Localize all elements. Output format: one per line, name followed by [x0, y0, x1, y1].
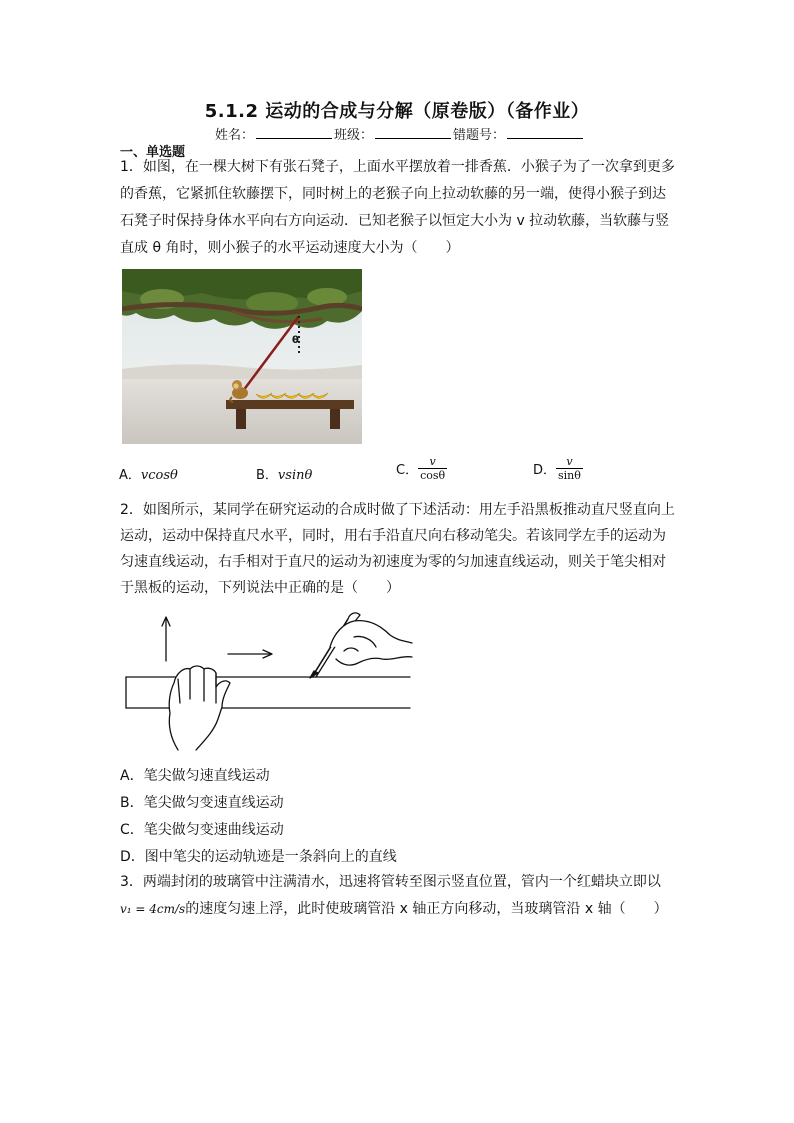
q2-option-a[interactable]: A．笔尖做匀速直线运动	[120, 768, 270, 784]
q2-figure	[122, 607, 414, 752]
name-blank[interactable]	[256, 127, 332, 139]
q1-option-d[interactable]	[533, 455, 583, 482]
q1-option-c-numerator: v	[429, 455, 436, 468]
q2-option-c[interactable]: C．笔尖做匀变速曲线运动	[120, 822, 284, 838]
name-label: 姓名：	[215, 128, 255, 143]
q2-option-b[interactable]: B．笔尖做匀变速直线运动	[120, 795, 284, 811]
q1-option-a-label: A．	[119, 468, 141, 483]
theta-label: θ	[292, 335, 299, 346]
q1-option-b[interactable]	[256, 464, 312, 483]
q1-option-d-label: D．	[533, 463, 557, 478]
error-blank[interactable]	[507, 127, 583, 139]
q2-line-2: 运动，运动中保持直尺水平，同时，用右手沿直尺向右移动笔尖。若该同学左手的运动为	[120, 528, 666, 544]
q3-line-1: 3．两端封闭的玻璃管中注满清水，迅速将管转至图示竖直位置，管内一个红蜡块立即以	[120, 874, 661, 890]
q3-line-2	[120, 899, 668, 919]
q2-line-4: 于黑板的运动，下列说法中正确的是（ ）	[120, 580, 400, 596]
q1-line-1: 1．如图，在一棵大树下有张石凳子，上面水平摆放着一排香蕉．小猴子为了一次拿到更多	[120, 159, 675, 175]
q1-option-c-fraction	[418, 455, 447, 482]
q1-option-a[interactable]	[119, 464, 178, 483]
page-title: 5.1.2 运动的合成与分解（原卷版）（备作业）	[204, 101, 590, 122]
q1-line-4: 直成 θ 角时，则小猴子的水平运动速度大小为（ ）	[120, 240, 460, 256]
q1-option-c-label: C．	[396, 463, 419, 478]
q1-line-2: 的香蕉，它紧抓住软藤摆下，同时树上的老猴子向上拉动软藤的另一端，使得小猴子到达	[120, 186, 666, 202]
q2-option-d[interactable]: D．图中笔尖的运动轨迹是一条斜向上的直线	[120, 849, 397, 865]
right-hand-with-pen	[310, 613, 412, 678]
left-hand	[169, 666, 230, 750]
q1-option-b-label: B．	[256, 468, 278, 483]
q3-velocity-math: v₁ = 4cm/s	[120, 902, 186, 916]
q1-option-d-numerator: v	[566, 455, 573, 468]
q1-option-a-value: vcosθ	[140, 468, 178, 483]
q1-option-d-fraction	[556, 455, 583, 482]
error-label: 错题号：	[453, 128, 506, 143]
q3-line-2-text: 的速度匀速上浮，此时使玻璃管沿 x 轴正方向移动，当玻璃管沿 x 轴（ ）	[185, 901, 668, 917]
q1-line-3: 石凳子时保持身体水平向右方向运动．已知老猴子以恒定大小为 v 拉动软藤，当软藤与竖	[120, 213, 670, 229]
bench-top	[226, 400, 354, 409]
q1-option-c-denominator: cosθ	[420, 469, 446, 482]
section-title: 一、单选题	[120, 145, 186, 160]
q1-option-c[interactable]	[396, 455, 447, 482]
ruler-hands-diagram	[122, 607, 414, 752]
q2-line-3: 匀速直线运动，右手相对于直尺的运动为初速度为零的匀加速直线运动，则关于笔尖相对	[120, 554, 666, 570]
monkey-tree-image	[122, 269, 362, 444]
class-blank[interactable]	[375, 127, 451, 139]
student-info-line	[215, 124, 585, 143]
class-label: 班级：	[334, 128, 374, 143]
q2-line-1: 2．如图所示，某同学在研究运动的合成时做了下述活动：用左手沿黑板推动直尺竖直向上	[120, 502, 675, 518]
q1-option-d-denominator: sinθ	[558, 469, 581, 482]
q1-option-b-value: vsinθ	[277, 468, 313, 483]
q1-figure	[122, 269, 362, 444]
